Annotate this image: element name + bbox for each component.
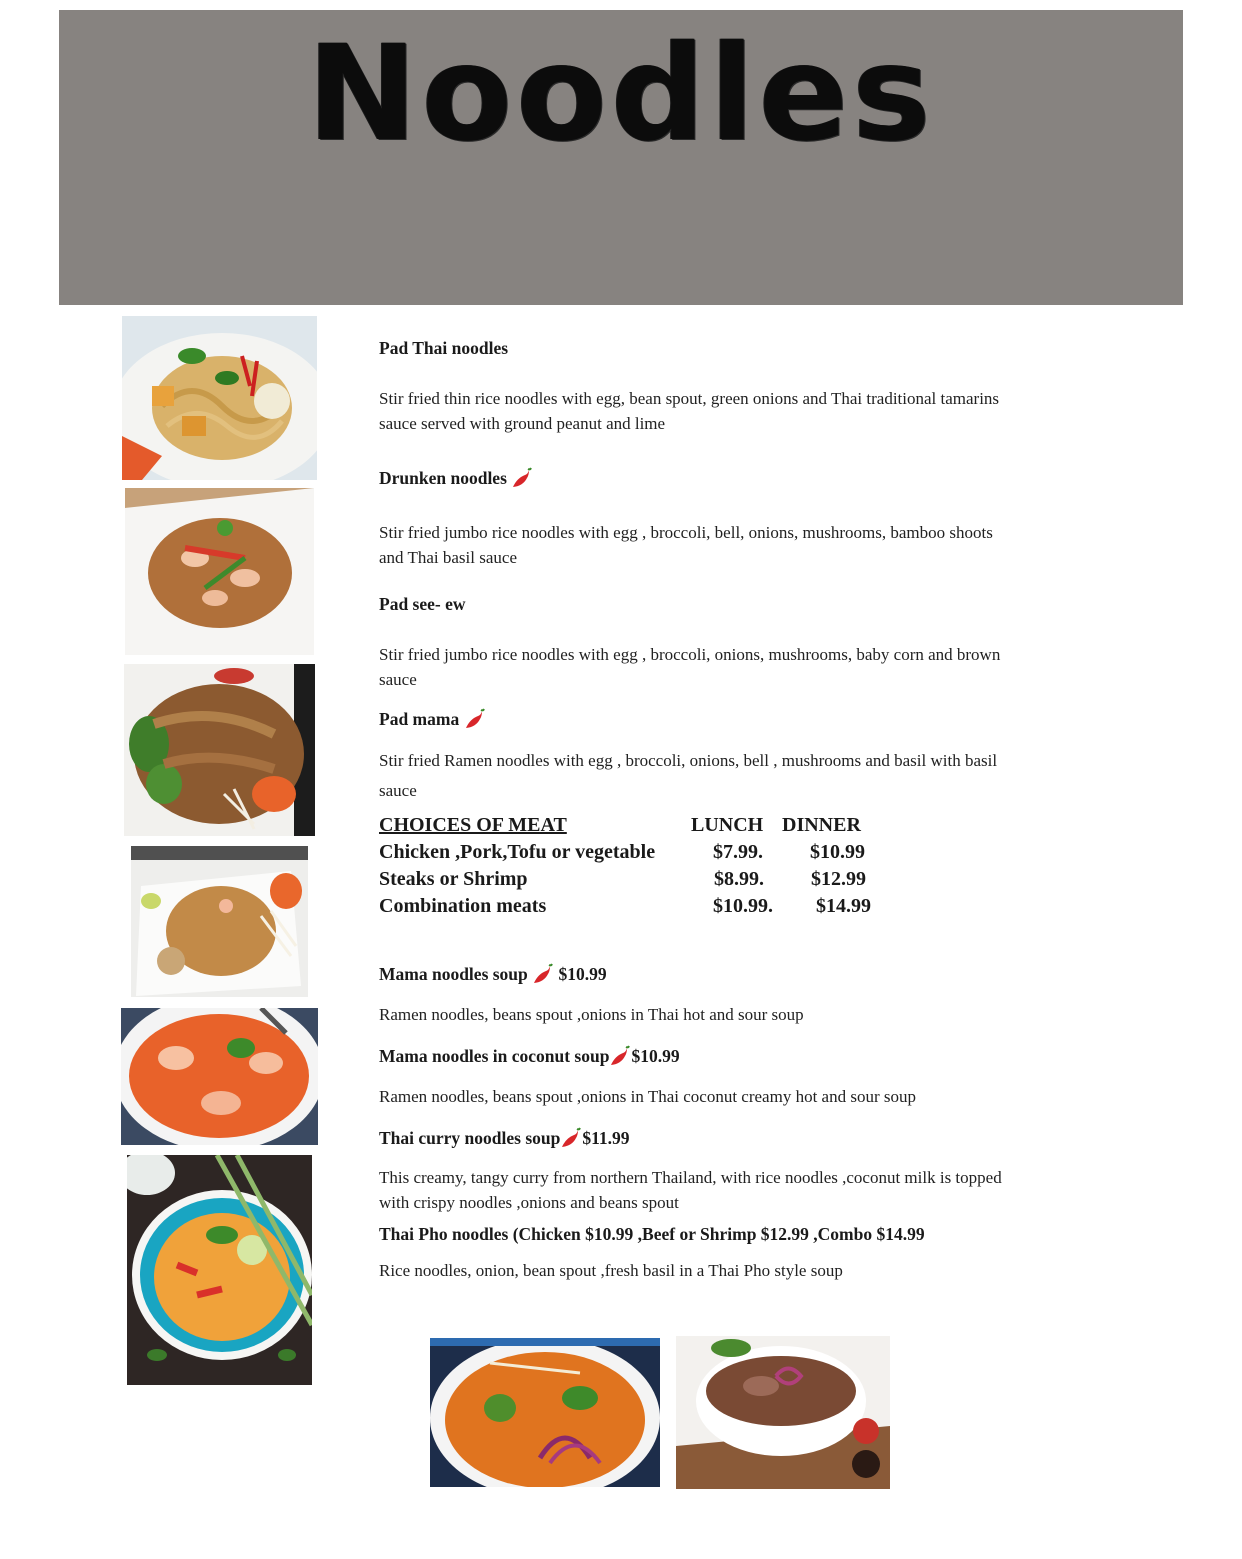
soup-price: $10.99 [631,1046,680,1066]
menu-item-description: Stir fried Ramen noodles with egg , broccoli, onions, bell , mushrooms and basil with basil sauce [379,751,998,800]
pho-soup-photo [676,1336,890,1489]
menu-item-description: Stir fried jumbo rice noodles with egg , broccoli, onions, mushrooms, baby corn and brown sauce [379,645,1001,689]
soup-item-name: Mama noodles in coconut soup $10.99 [379,1046,680,1066]
menu-item-name: Pad Thai noodles [379,338,509,358]
lunch-price: $8.99. [714,868,764,890]
pad-mama-photo [131,846,308,997]
curry-soup-photo [430,1338,660,1487]
chili-pepper-icon [609,1045,631,1067]
lunch-header: LUNCH [691,814,764,836]
dinner-price: $10.99 [810,841,865,863]
menu-item-name: Pad mama [379,708,486,730]
page-title: Noodles [307,17,935,171]
dinner-header: DINNER [782,814,861,836]
meat-label: Chicken ,Pork,Tofu or vegetable [379,841,656,863]
chili-pepper-icon [532,963,554,985]
chili-pepper-icon [511,467,533,489]
soup-item-name: Thai curry noodles soup $11.99 [379,1128,630,1148]
chili-pepper-icon [560,1127,582,1149]
menu-item-description: Stir fried jumbo rice noodles with egg , broccoli, bell, onions, mushrooms, bamboo shoots and Thai basil sauce [379,523,993,567]
dinner-price: $14.99 [816,895,871,917]
pad-thai-photo [122,316,317,480]
meat-header-label: CHOICES OF MEAT [379,814,567,836]
soup-description: This creamy, tangy curry from northern Thailand, with rice noodles ,coconut milk is topped with crispy noodles ,onions and beans spout [379,1168,1002,1212]
chili-pepper-icon [464,708,486,730]
soup-description: Ramen noodles, beans spout ,onions in Thai coconut creamy hot and sour soup [379,1087,916,1106]
menu-item-name: Pad see- ew [379,594,466,614]
soup-description: Rice noodles, onion, bean spout ,fresh basil in a Thai Pho style soup [379,1261,843,1280]
soup-price: $11.99 [582,1128,630,1148]
menu-item-name: Drunken noodles [379,467,533,489]
lunch-price: $7.99. [713,841,763,863]
meat-label: Steaks or Shrimp [379,868,528,890]
soup-price: $10.99 [554,964,607,984]
soup-item-name: Mama noodles soup $10.99 [379,964,607,984]
mama-noodles-soup-photo [121,1008,318,1145]
dinner-price: $12.99 [811,868,866,890]
drunken-noodles-photo [125,488,314,655]
curry-noodles-photo [127,1155,312,1385]
soup-description: Ramen noodles, beans spout ,onions in Thai hot and sour soup [379,1005,804,1024]
pad-see-ew-photo [124,664,315,836]
meat-label: Combination meats [379,895,547,917]
lunch-price: $10.99. [713,895,773,917]
header-banner [59,10,1183,305]
menu-item-description: Stir fried thin rice noodles with egg, bean spout, green onions and Thai traditional tamarins sauce served with ground peanut and lime [379,389,1000,433]
soup-item-name: Thai Pho noodles (Chicken $10.99 ,Beef or Shrimp $12.99 ,Combo $14.99 [379,1224,925,1244]
